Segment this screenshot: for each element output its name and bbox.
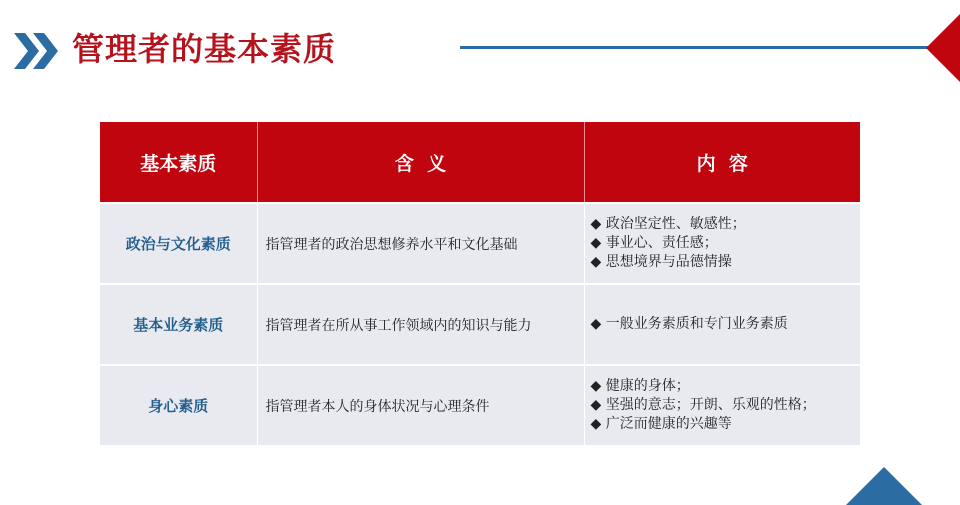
table-row (100, 284, 860, 365)
table-row (100, 203, 860, 284)
column-header-content: 内 容 (584, 122, 860, 203)
content-item: ◆ 坚强的意志；开朗、乐观的性格； (590, 397, 816, 413)
quality-content (584, 203, 860, 284)
quality-meaning: 指管理者的政治思想修养水平和文化基础 (257, 203, 584, 284)
content-item: ◆ 一般业务素质和专门业务素质 (590, 316, 788, 332)
column-header-quality: 基本素质 (100, 122, 257, 203)
quality-meaning: 指管理者本人的身体状况与心理条件 (257, 365, 584, 445)
content-item: ◆ 广泛而健康的兴趣等 (590, 416, 732, 432)
red-corner-decoration (926, 14, 960, 82)
blue-corner-decoration (846, 467, 922, 505)
quality-meaning: 指管理者在所从事工作领域内的知识与能力 (257, 284, 584, 365)
table-header-row (100, 122, 860, 203)
page-title: 管理者的基本素质 (72, 30, 337, 68)
quality-table (100, 122, 860, 445)
double-chevron-right-icon (14, 33, 60, 69)
quality-content (584, 365, 860, 445)
table-row (100, 365, 860, 445)
quality-content (584, 284, 860, 365)
content-item: ◆ 思想境界与品德情操 (590, 254, 732, 270)
column-header-meaning: 含 义 (257, 122, 584, 203)
quality-name: 身心素质 (100, 365, 257, 445)
header-divider-line (460, 46, 938, 49)
content-item: ◆ 事业心、责任感； (590, 235, 718, 251)
quality-name: 基本业务素质 (100, 284, 257, 365)
content-item: ◆ 政治坚定性、敏感性； (590, 216, 746, 232)
content-item: ◆ 健康的身体； (590, 378, 690, 394)
quality-name: 政治与文化素质 (100, 203, 257, 284)
